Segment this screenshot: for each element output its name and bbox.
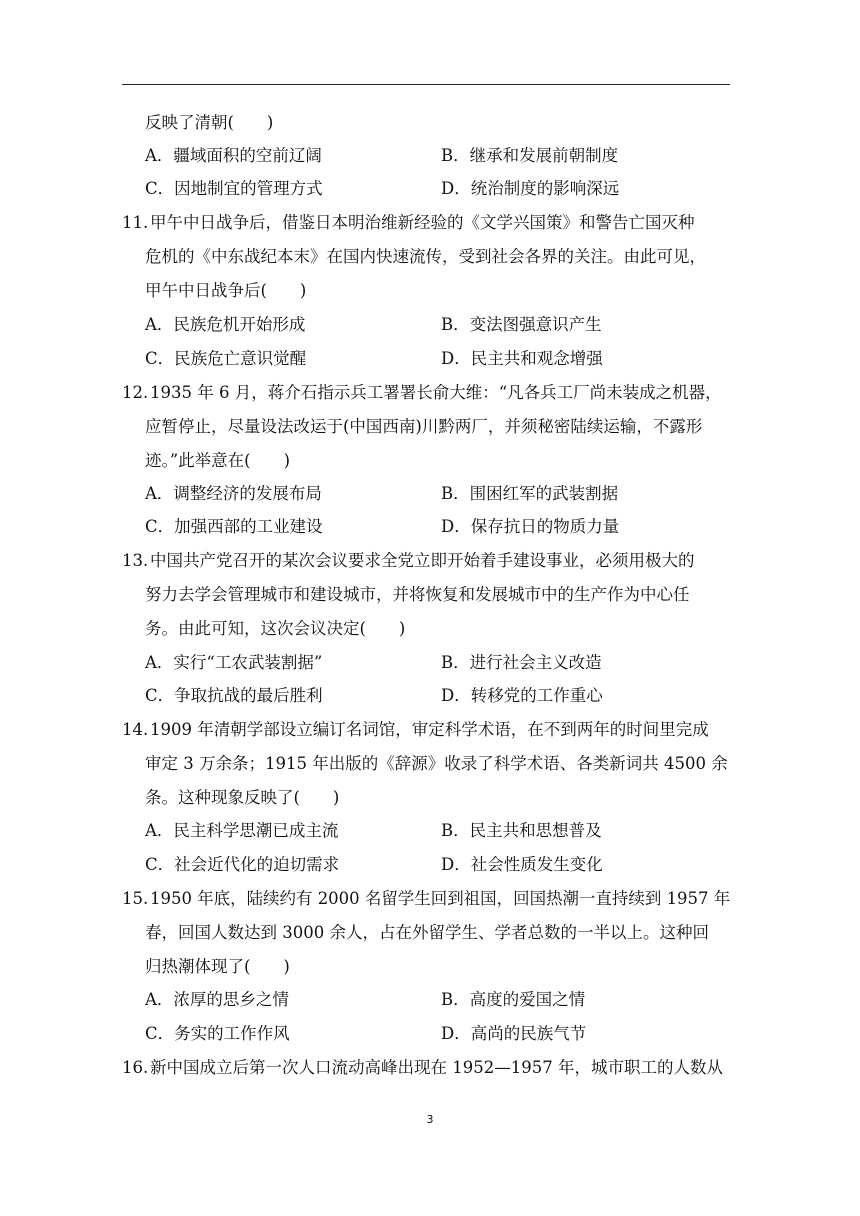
q11-option-b: B．变法图强意识产生	[441, 315, 602, 334]
q12-stem-line: 1935 年 6 月，蒋介石指示兵工署署长俞大维：“凡各兵工厂尚未装成之机器，	[150, 383, 722, 402]
q14-option-d: D．社会性质发生变化	[441, 855, 603, 874]
q11-number: 11.	[122, 213, 149, 232]
q15-stem-line: 归热潮体现了( )	[145, 957, 290, 976]
q13-option-b: B．进行社会主义改造	[441, 653, 602, 672]
q14-option-c: C．社会近代化的迫切需求	[145, 855, 340, 874]
q12-option-c: C．加强西部的工业建设	[145, 517, 323, 536]
q12-number: 12.	[122, 383, 149, 402]
q10-option-d: D．统治制度的影响深远	[441, 179, 620, 198]
q11-stem-line: 甲午中日战争后( )	[145, 281, 307, 300]
q15-option-d: D．高尚的民族气节	[441, 1024, 587, 1043]
q13-stem-line: 务。由此可知，这次会议决定( )	[145, 619, 406, 638]
q15-number: 15.	[122, 889, 149, 908]
q14-stem-line: 审定 3 万余条；1915 年出版的《辞源》收录了科学术语、各类新词共 4500 余	[145, 754, 728, 773]
header-rule	[122, 84, 730, 85]
q14-option-a: A．民主科学思潮已成主流	[145, 821, 339, 840]
q16-number: 16.	[122, 1058, 149, 1077]
q14-option-b: B．民主共和思想普及	[441, 821, 602, 840]
q15-stem-line: 1950 年底，陆续约有 2000 名留学生回到祖国，回国热潮一直持续到 1957 年	[150, 889, 731, 908]
q15-option-a: A．浓厚的思乡之情	[145, 990, 289, 1009]
q10-stem-tail: 反映了清朝( )	[145, 113, 274, 132]
q12-option-d: D．保存抗日的物质力量	[441, 517, 620, 536]
q11-stem-line: 危机的《中东战纪本末》在国内快速流传，受到社会各界的关注。由此可见，	[145, 247, 706, 266]
q15-option-b: B．高度的爱国之情	[441, 990, 586, 1009]
q12-option-a: A．调整经济的发展布局	[145, 484, 322, 503]
q11-option-c: C．民族危亡意识觉醒	[145, 349, 307, 368]
q13-option-c: C．争取抗战的最后胜利	[145, 686, 323, 705]
q12-option-b: B．围困红军的武装割据	[441, 484, 619, 503]
q13-stem-line: 中国共产党召开的某次会议要求全党立即开始着手建设事业，必须用极大的	[150, 551, 695, 570]
q15-stem-line: 春，回国人数达到 3000 余人，占在外留学生、学者总数的一半以上。这种回	[145, 923, 709, 942]
q14-stem-line: 条。这种现象反映了( )	[145, 788, 340, 807]
q10-option-c: C．因地制宜的管理方式	[145, 179, 323, 198]
q13-stem-line: 努力去学会管理城市和建设城市，并将恢复和发展城市中的生产作为中心任	[145, 585, 690, 604]
q10-option-b: B．继承和发展前朝制度	[441, 146, 619, 165]
q11-stem-line: 甲午中日战争后，借鉴日本明治维新经验的《文学兴国策》和警告亡国灭种	[150, 213, 695, 232]
q11-option-a: A．民族危机开始形成	[145, 315, 306, 334]
q10-option-a: A．疆域面积的空前辽阔	[145, 146, 322, 165]
q14-stem-line: 1909 年清朝学部设立编订名词馆，审定科学术语，在不到两年的时间里完成	[150, 720, 709, 739]
q13-option-d: D．转移党的工作重心	[441, 686, 603, 705]
q16-stem-line: 新中国成立后第一次人口流动高峰出现在 1952—1957 年，城市职工的人数从	[150, 1058, 723, 1077]
q12-stem-line: 应暂停止，尽量设法改运于(中国西南)川黔两厂，并须秘密陆续运输，不露形	[145, 417, 703, 436]
q13-option-a: A．实行“工农武装割据”	[145, 653, 323, 672]
q12-stem-line: 迹。”此举意在( )	[145, 451, 291, 470]
page-number: 3	[426, 1113, 434, 1126]
q11-option-d: D．民主共和观念增强	[441, 349, 603, 368]
q13-number: 13.	[122, 551, 149, 570]
q14-number: 14.	[122, 720, 149, 739]
q15-option-c: C．务实的工作作风	[145, 1024, 290, 1043]
